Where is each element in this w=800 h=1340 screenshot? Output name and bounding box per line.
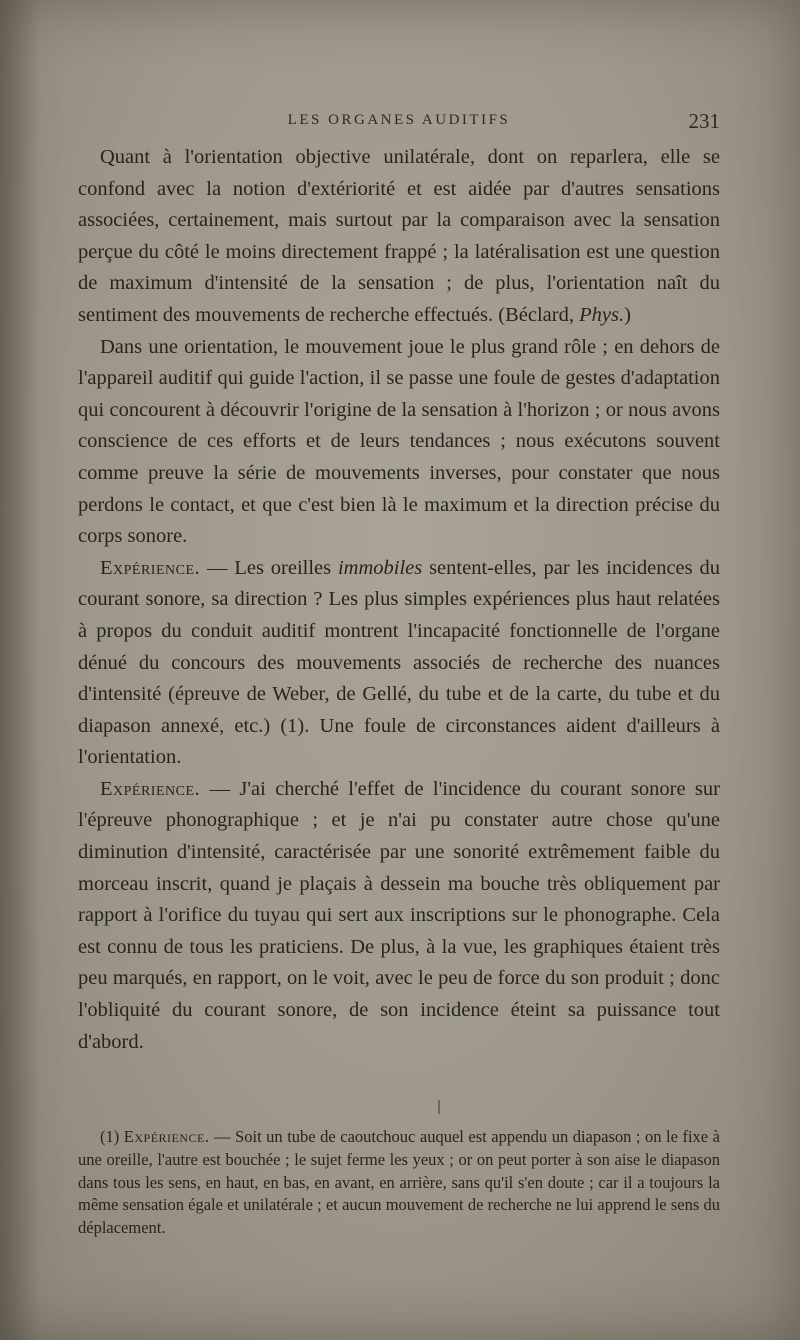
paragraph-4-lead: Expérience. [100,777,201,800]
paragraph-3-text: sentent-elles, par les incidences du courant sonore, sa direction ? Les plus simples expériences plus haut relatées à propos du conduit auditif montrent l'incapacité fonctionnelle de l'organe dénué du concours des mouvements associés de recherche des nuances d'intensité (épreuve de Weber, de Gellé, du tube et de la carte, du tube et du diapason annexé, etc.) (1). Une foule de circonstances aident d'ailleurs à l'orientation. [78,556,720,769]
paragraph-2 [78,332,720,553]
footnote-1 [78,1126,720,1240]
paragraph-3 [78,553,720,774]
paragraph-1-citation: Phys. [579,303,625,326]
footnote-text: — Soit un tube de caoutchouc auquel est appendu un diapason ; on le fixe à une oreille, l'autre est bouchée ; le sujet ferme les yeux ; or on peut porter à son aise le diapason dans tous les sens, en haut, en bas, en avant, en arrière, sans qu'il s'en doute ; car il a toujours la même sensation égale et unilatérale ; et aucun mouvement de recherche ne lui apprend le sens du déplacement. [78,1127,720,1238]
running-title: LES ORGANES AUDITIFS [287,112,511,128]
print-speck [438,1100,440,1114]
footnote-marker: (1) [100,1127,124,1146]
footnote-lead: Expérience. [123,1127,210,1146]
paragraph-3-lead: Expérience. [100,556,201,579]
paragraph-3-before-italic: — Les oreilles [200,556,338,579]
body-text [78,142,720,1058]
running-head [78,109,720,136]
paragraph-1-text: Quant à l'orientation objective unilatérale, dont on reparlera, elle se confond avec la notion d'extériorité et est aidée par d'autres sensations associées, certainement, mais surtout par la comparaison avec la sensation perçue du côté le moins directement frappé ; la latéralisation est une question de maximum d'intensité de la sensation ; de plus, l'orientation naît du sentiment des mouvements de recherche effectués. (Béclard, [78,146,720,326]
gutter-shadow [0,0,40,1340]
paragraph-1-end: ) [624,303,631,326]
footnotes [78,1126,720,1240]
paragraph-3-italic: immobiles [337,556,423,579]
paragraph-4-text: — J'ai cherché l'effet de l'incidence du courant sonore sur l'épreuve phonographique ; et je n'ai pu constater autre chose qu'une diminution d'intensité, caractérisée par une sonorité extrêmement faible du morceau inscrit, quand je plaçais à dessein ma bouche très obliquement par rapport à l'orifice du tuyau qui sert aux inscriptions sur le phonographe. Cela est connu de tous les praticiens. De plus, à la vue, les graphiques étaient très peu marqués, en rapport, on le voit, avec le peu de force du son produit ; donc l'obliquité du courant sonore, de son incidence éteint sa puissance tout d'abord. [78,777,720,1053]
page-number: 231 [688,109,720,133]
paragraph-1 [78,142,720,332]
paragraph-4 [78,774,720,1058]
paragraph-2-text: Dans une orientation, le mouvement joue le plus grand rôle ; en dehors de l'appareil auditif qui guide l'action, il se passe une foule de gestes d'adaptation qui concourent à découvrir l'origine de la sensation à l'horizon ; or nous avons conscience de ces efforts et de leurs tendances ; nous exécutons souvent comme preuve la série de mouvements inverses, pour constater que nous perdons le contact, et que c'est bien là le maximum et la direction précise du corps sonore. [78,335,720,548]
